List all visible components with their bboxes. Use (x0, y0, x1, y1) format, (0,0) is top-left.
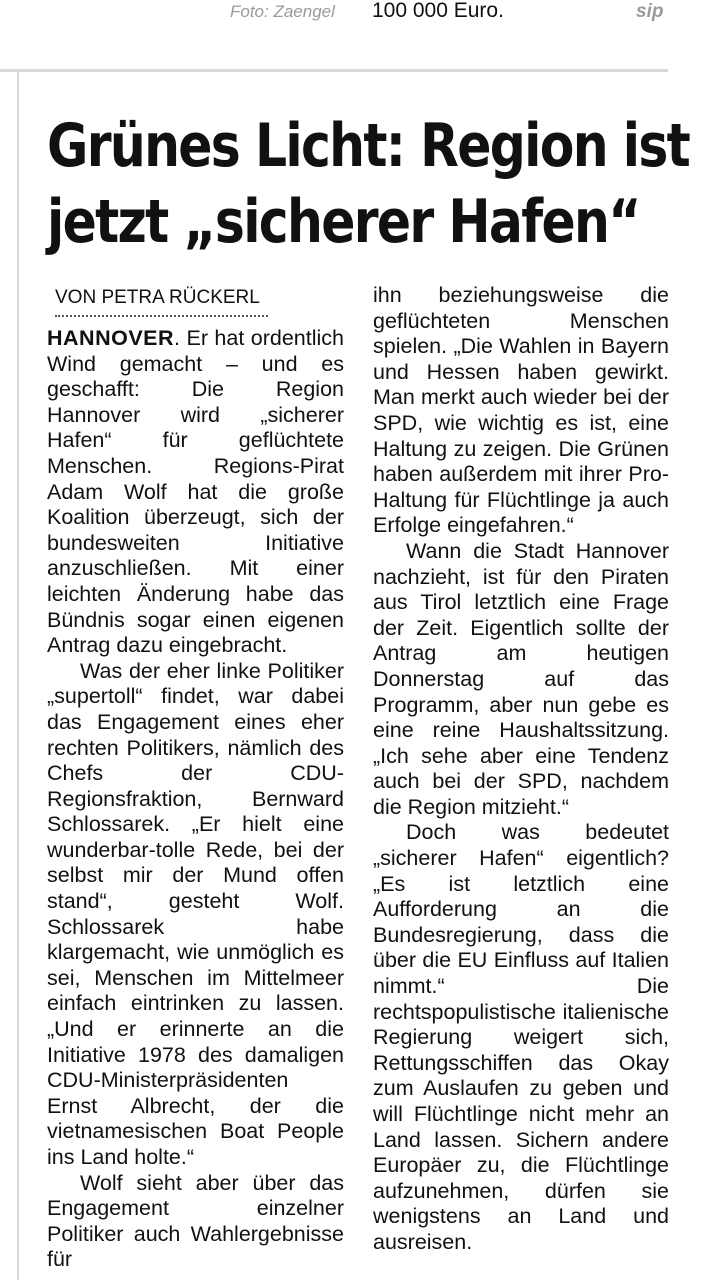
paragraph-6: Doch was bedeutet „sicherer Hafen“ eigentlich? „Es ist letztlich eine Aufforderung an die Bundesregierung, dass die über die EU Einfluss auf Italien nimmt.“ Die rechtspopulistische italienische Regierung weigert sich, Rettungsschiffen das Okay zum Auslaufen zu geben und will Flüchtlinge nicht mehr an Land lassen. Sichern andere Europäer zu, die Flüchtlinge aufzunehmen, dürfen sie wenigstens an Land und ausreisen. (373, 820, 669, 1254)
paragraph-1-text: . Er hat ordentlich Wind gemacht – und es geschafft: Die Region Hannover wird „sicherer Hafen“ für geflüchtete Menschen. Regions-Pirat Adam Wolf hat die große Koalition überzeugt, sich der bundesweiten Initiative anzuschließen. Mit einer leichten Änderung habe das Bündnis sogar einen eigenen Antrag dazu eingebracht. (47, 326, 344, 658)
paragraph-5: Wann die Stadt Hannover nachzieht, ist für den Piraten aus Tirol letztlich eine Frage der Zeit. Eigentlich sollte der Antrag am heutigen Donnerstag auf das Programm, aber nun gebe es eine reine Haushaltssitzung. „Ich sehe aber eine Tendenz auch bei der SPD, nachdem die Region mitzieht.“ (373, 538, 669, 819)
byline: VON PETRA RÜCKERL (55, 287, 268, 317)
section-divider (0, 69, 668, 72)
paragraph-3: Wolf sieht aber über das Engagement einzelner Politiker auch Wahlergebnisse für (47, 1170, 344, 1272)
dateline: HANNOVER (47, 326, 175, 350)
headline-line-1: Grünes Licht: Region ist (47, 111, 690, 181)
photo-credit: Foto: Zaengel (230, 2, 335, 21)
previous-article-ending: 100 000 Euro. (372, 0, 504, 22)
headline-line-2: jetzt „sicherer Hafen“ (47, 187, 640, 257)
paragraph-1 (47, 326, 344, 659)
article-column-1 (47, 326, 344, 1273)
top-strip (0, 0, 703, 26)
headline (47, 108, 690, 260)
paragraph-4: ihn beziehungsweise die geflüchteten Menschen spielen. „Die Wahlen in Bayern und Hessen haben gewirkt. Man merkt auch wieder bei der SPD, wie wichtig es ist, eine Haltung zu zeigen. Die Grünen haben außerdem mit ihrer Pro-Haltung für Flüchtlinge ja auch Erfolge eingefahren.“ (373, 283, 669, 538)
column-border (17, 72, 19, 1280)
paragraph-2: Was der eher linke Politiker „supertoll“ findet, war dabei das Engagement eines eher rechten Politikers, nämlich des Chefs der CDU-Regionsfraktion, Bernward Schlossarek. „Er hielt eine wunderbar-tolle Rede, bei der selbst mir der Mund offen stand“, gesteht Wolf. Schlossarek habe klargemacht, wie unmöglich es sei, Menschen im Mittelmeer einfach eintrinken zu lassen. „Und er erinnerte an die Initiative 1978 des damaligen CDU-Ministerpräsidenten Ernst Albrecht, der die vietnamesischen Boat People ins Land holte.“ (47, 658, 344, 1169)
author-tag: sip (636, 1, 664, 22)
article-column-2 (373, 283, 669, 1256)
